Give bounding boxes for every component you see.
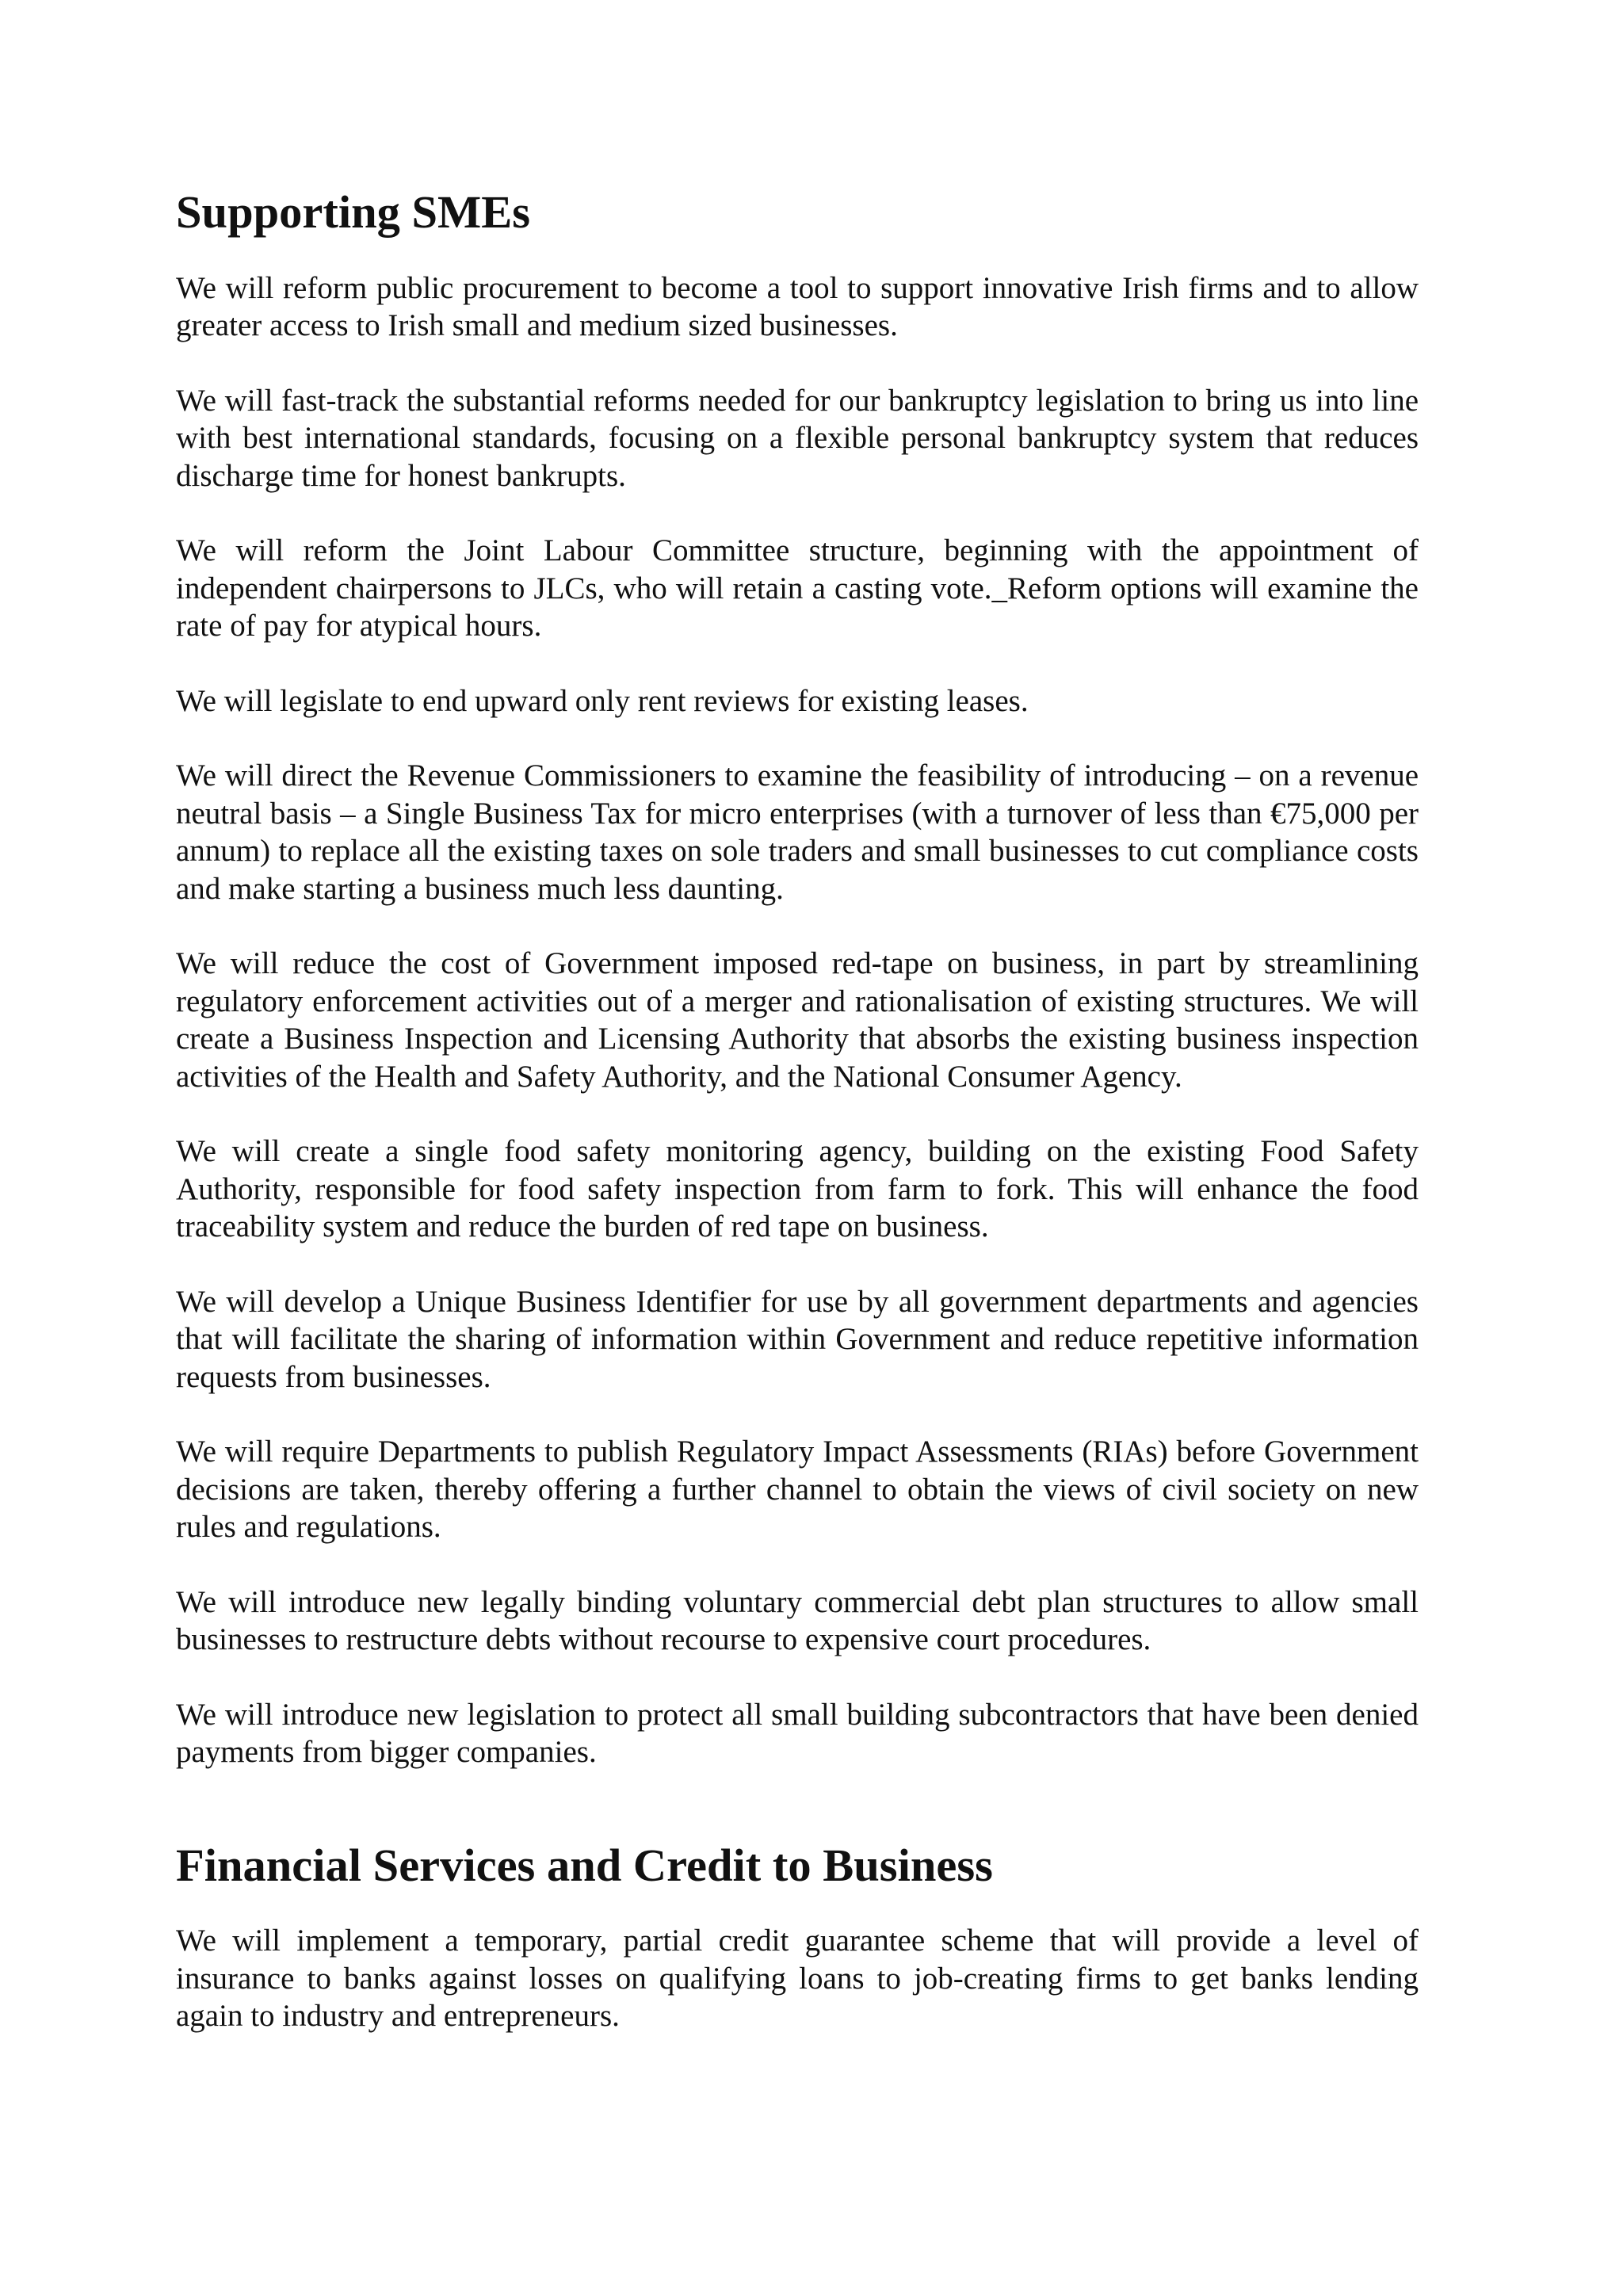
paragraph: We will reduce the cost of Government imposed red-tape on business, in part by streamlining regulatory enforcement activities out of a merger and rationalisation of existing structures. We will create a Business Inspection and Licensing Authority that absorbs the existing business inspection activities of the Health and Safety Authority, and the National Consumer Agency. — [176, 946, 1419, 1094]
paragraph: We will legislate to end upward only rent reviews for existing leases. — [176, 683, 1029, 718]
paragraph: We will fast-track the substantial reforms needed for our bankruptcy legislation to bring us into line with best international standards, focusing on a flexible personal bankruptcy system that reduces discharge time for honest bankrupts. — [176, 383, 1419, 493]
paragraph: We will implement a temporary, partial credit guarantee scheme that will provide a level of insurance to banks against losses on qualifying loans to job-creating firms to get banks lending again to industry and entrepreneurs. — [176, 1924, 1419, 2033]
paragraph: We will develop a Unique Business Identifier for use by all government departments and agencies that will facilitate the sharing of information within Government and reduce repetitive information requests from businesses. — [176, 1284, 1419, 1394]
section-heading-financial-services: Financial Services and Credit to Business — [176, 1839, 993, 1891]
document-page — [176, 186, 1419, 2035]
paragraph: We will direct the Revenue Commissioners to examine the feasibility of introducing – on a revenue neutral basis – a Single Business Tax for micro enterprises (with a turnover of less than €75,000 per annum) to replace all the existing taxes on sole traders and small businesses to cut compliance costs and make starting a business much less daunting. — [176, 758, 1419, 906]
paragraph: We will reform the Joint Labour Committee structure, beginning with the appointment of independent chairpersons to JLCs, who will retain a casting vote._Reform options will examine the rate of pay for atypical hours. — [176, 533, 1419, 643]
paragraph: We will require Departments to publish Regulatory Impact Assessments (RIAs) before Government decisions are taken, thereby offering a further channel to obtain the views of civil society on new rules and regulations. — [176, 1435, 1419, 1544]
section-heading-supporting-smes: Supporting SMEs — [176, 186, 531, 238]
paragraph: We will introduce new legislation to protect all small building subcontractors that have been denied payments from bigger companies. — [176, 1697, 1419, 1769]
paragraph: We will reform public procurement to become a tool to support innovative Irish firms and to allow greater access to Irish small and medium sized businesses. — [176, 270, 1419, 342]
paragraph: We will introduce new legally binding voluntary commercial debt plan structures to allow small businesses to restructure debts without recourse to expensive court procedures. — [176, 1584, 1419, 1656]
paragraph: We will create a single food safety monitoring agency, building on the existing Food Safety Authority, responsible for food safety inspection from farm to fork. This will enhance the food traceability system and reduce the burden of red tape on business. — [176, 1134, 1419, 1244]
